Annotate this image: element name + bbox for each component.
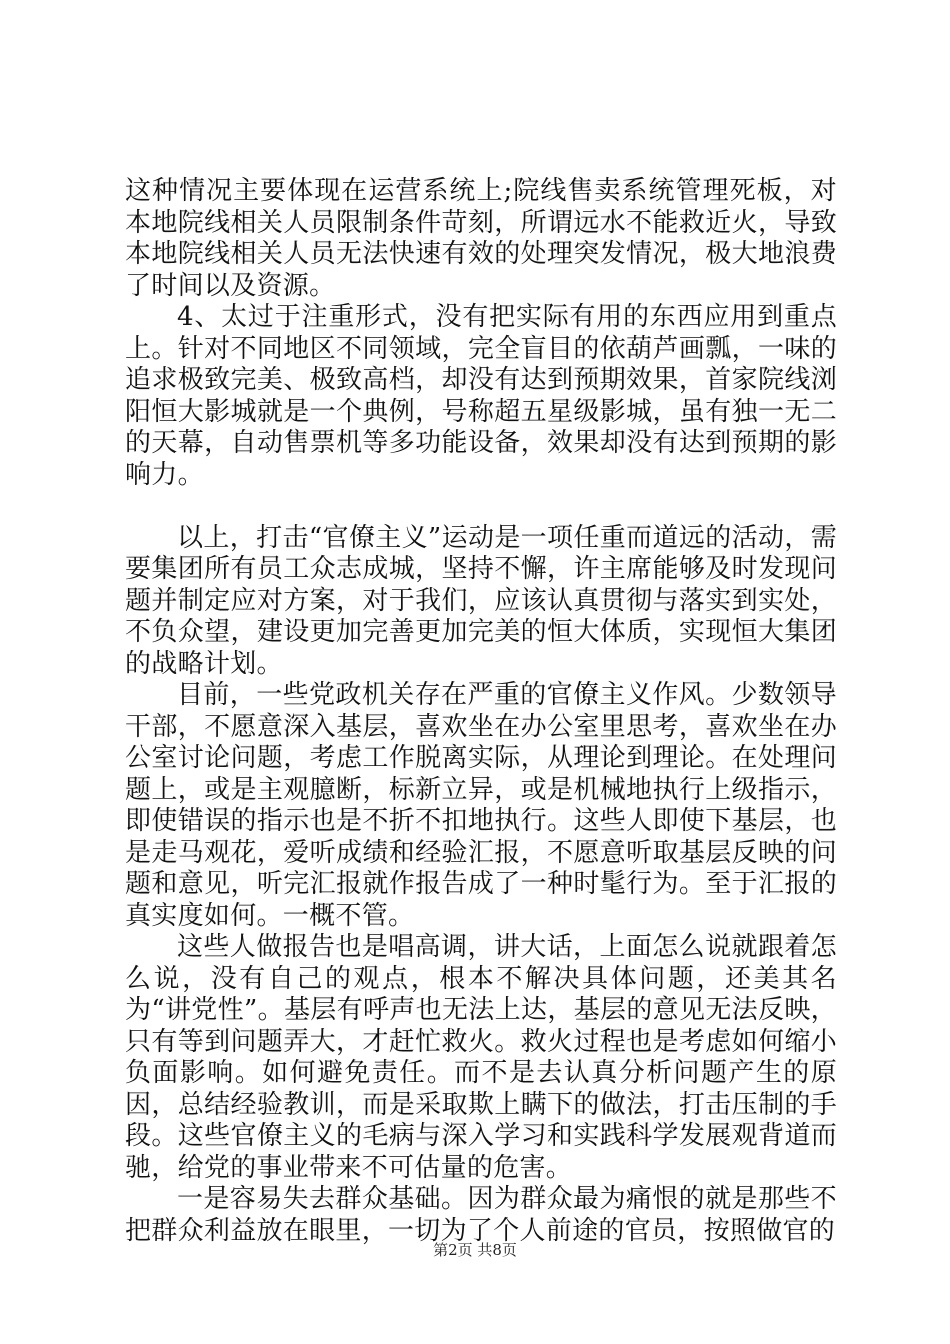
paragraph-point-one: 一是容易失去群众基础。因为群众最为痛恨的就是那些不把群众利益放在眼里，一切为了个人前途的官员，按照做官的 (125, 1184, 837, 1246)
document-body (125, 176, 837, 1247)
paragraph-conclusion: 以上，打击“官僚主义”运动是一项任重而道远的活动，需要集团所有员工众志成城，坚持不懈，许主席能够及时发现问题并制定应对方案，对于我们，应该认真贯彻与落实到实处，不负众望，建设更加完善更加完美的恒大体质，实现恒大集团的战略计划。 (125, 522, 837, 679)
paragraph-point-4: 4、太过于注重形式，没有把实际有用的东西应用到重点上。针对不同地区不同领域，完全盲目的依葫芦画瓢，一味的追求极致完美、极致高档，却没有达到预期效果，首家院线浏阳恒大影城就是一个典例，号称超五星级影城，虽有独一无二的天幕，自动售票机等多功能设备，效果却没有达到预期的影响力。 (125, 302, 837, 490)
paragraph-continued: 这种情况主要体现在运营系统上;院线售卖系统管理死板，对本地院线相关人员限制条件苛刻，所谓远水不能救近火，导致本地院线相关人员无法快速有效的处理突发情况，极大地浪费了时间以及资源。 (125, 176, 837, 301)
page-number-footer: 第2页 共8页 (433, 1241, 517, 1259)
paragraph-bureaucracy-intro: 目前，一些党政机关存在严重的官僚主义作风。少数领导干部，不愿意深入基层，喜欢坐在办公室里思考，喜欢坐在办公室讨论问题，考虑工作脱离实际，从理论到理论。在处理问题上，或是主观臆断，标新立异，或是机械地执行上级指示，即使错误的指示也是不折不扣地执行。这些人即使下基层，也是走马观花，爱听成绩和经验汇报，不愿意听取基层反映的问题和意见，听完汇报就作报告成了一种时髦行为。至于汇报的真实度如何。一概不管。 (125, 680, 837, 931)
paragraph-bureaucracy-reports: 这些人做报告也是唱高调，讲大话，上面怎么说就跟着怎么说，没有自己的观点，根本不解决具体问题，还美其名为“讲党性”。基层有呼声也无法上达，基层的意见无法反映，只有等到问题弄大，才赶忙救火。救火过程也是考虑如何缩小负面影响。如何避免责任。而不是去认真分析问题产生的原因，总结经验教训，而是采取欺上瞒下的做法，打击压制的手段。这些官僚主义的毛病与深入学习和实践科学发展观背道而驰，给党的事业带来不可估量的危害。 (125, 932, 837, 1183)
